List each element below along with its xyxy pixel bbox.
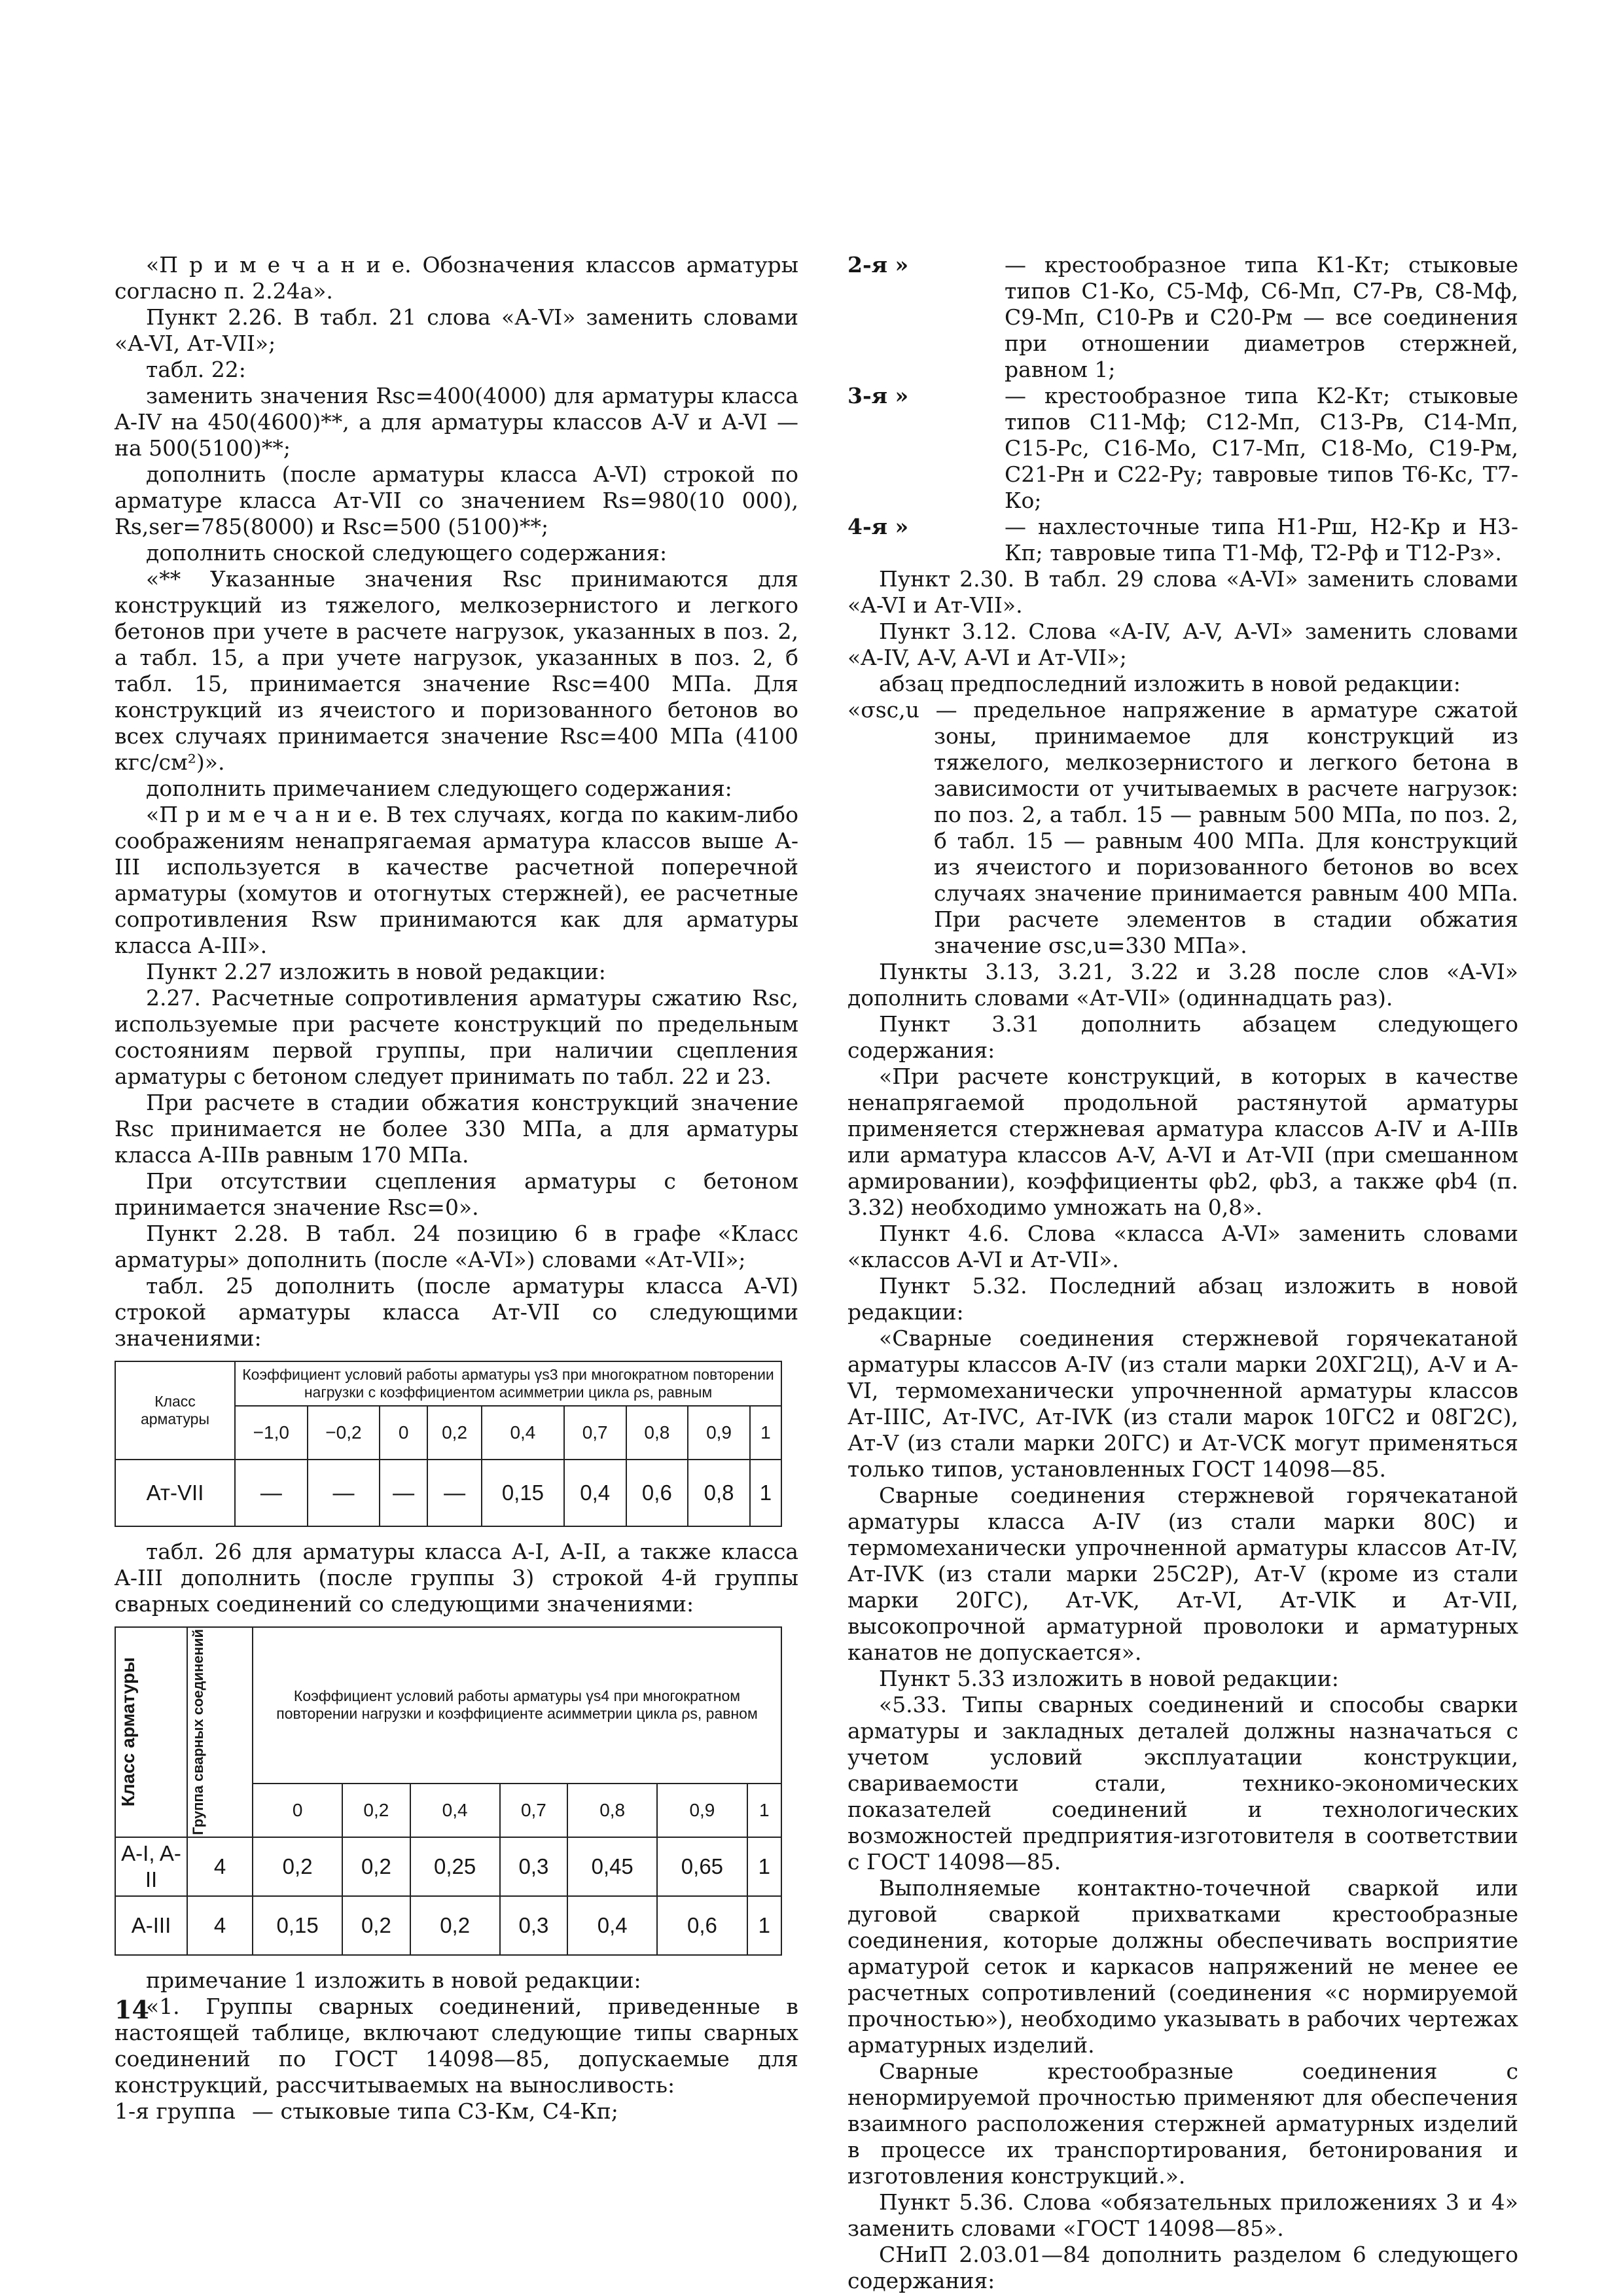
paragraph: заменить значения Rsc=400(4000) для арматуры класса A-IV на 450(4600)**, а для арматуры классов A-V и A-VI — на 500(5100)**; xyxy=(115,383,798,461)
column-header: 0,8 xyxy=(626,1406,688,1460)
paragraph: Пункты 3.13, 3.21, 3.22 и 3.28 после слов «A-VI» дополнить словами «Ат-VII» (одиннадцать раз). xyxy=(847,959,1518,1011)
table1-row xyxy=(115,1460,781,1526)
row-group: 4 xyxy=(187,1896,253,1955)
paragraph: Пункт 2.26. В табл. 21 слова «А-VI» заменить словами «A-VI, Ат-VII»; xyxy=(115,304,798,356)
table-cell: — xyxy=(427,1460,482,1526)
paragraph: Сварные крестообразные соединения с ненормируемой прочностью применяют для обеспечения взаимного расположения стержней арматурных изделий в процессе их транспортирования, бетонирования и изготовления конструкций.». xyxy=(847,2058,1518,2189)
table-cell: 0,15 xyxy=(482,1460,564,1526)
group-text: — крестообразное типа К2-Кт; стыковые типов С11-Мф; С12-Мп, С13-Рв, С14-Мп, С15-Рс, С16-Мо, С17-Мп, С18-Мо, С19-Рм, С21-Рн и С22-Ру; тавровые типов Т6-Кс, Т7-Ко; xyxy=(1005,383,1518,513)
table-cell: 0,65 xyxy=(657,1837,747,1896)
column-header: 0 xyxy=(253,1784,342,1837)
group-label: 2-я » xyxy=(847,252,909,278)
table-cell: 0,3 xyxy=(500,1837,567,1896)
group-text: — крестообразное типа К1-Кт; стыковые типов С1-Ко, С5-Мф, С6-Мп, С7-Рв, С8-Мф, С9-Мп, С10-Рв и С20-Рм — все соединения при отношении диаметров стержней, равном 1; xyxy=(1005,252,1518,382)
column-header: 0,7 xyxy=(500,1784,567,1837)
paragraph: примечание 1 изложить в новой редакции: xyxy=(146,1967,641,1993)
table-cell: 0,25 xyxy=(410,1837,500,1896)
class-header-label: Класс арматуры xyxy=(118,1657,138,1807)
paragraph: Пункт 2.27 изложить в новой редакции: xyxy=(146,959,606,984)
group-header-label: Группа сварных соединений xyxy=(190,1629,206,1835)
table-header-coefficient: Коэффициент условий работы арматуры γs4 при многократном повторении нагрузки и коэффициенте асимметрии цикла ρs, равном xyxy=(253,1627,781,1784)
paragraph: При расчете в стадии обжатия конструкций значение Rsc принимается не более 330 МПа, а для арматуры класса A-IIIв равным 170 МПа. xyxy=(115,1090,798,1168)
paragraph: табл. 22: xyxy=(146,357,246,382)
paragraph: дополнить сноской следующего содержания: xyxy=(146,540,668,565)
table-cell: — xyxy=(380,1460,427,1526)
paragraph: дополнить (после арматуры класса A-VI) строкой по арматуре класса Ат-VII со значением Rs=980(10 000), Rs,ser=785(8000) и Rsc=500 (5100)**; xyxy=(115,461,798,539)
table-cell: 0,4 xyxy=(567,1896,657,1955)
paragraph: Пункт 3.12. Слова «A-IV, A-V, A-VI» заменить словами «A-IV, A-V, A-VI и Ат-VII»; xyxy=(847,619,1518,670)
table-header-group xyxy=(187,1627,253,1837)
paragraph: «При расчете конструкций, в которых в качестве ненапрягаемой продольной растянутой арматуры применяется стержневая арматура классов A-IV и A-IIIв или арматура классов A-V, A-VI и Ат-VII (при смешанном армировании), коэффициенты φb2, φb3, а также φb4 (п. 3.32) необходимо умножать на 0,8». xyxy=(847,1064,1518,1220)
paragraph: «** Указанные значения Rsc принимаются для конструкций из тяжелого, мелкозернистого и легкого бетонов при учете в расчете нагрузок, указанных в поз. 2, а табл. 15, а при учете нагрузок, указанных в поз. 2, б табл. 15, принимается значение Rsc=400 МПа. Для конструкций из ячеистого и поризованного бетонов во всех случаях принимается значение Rsc=400 МПа (4100 кгс/см²)». xyxy=(115,566,798,775)
column-header: 0,9 xyxy=(657,1784,747,1837)
table-cell: 0,2 xyxy=(410,1896,500,1955)
paragraph: табл. 25 дополнить (после арматуры класса A-VI) строкой арматуры класса Ат-VII со следующими значениями: xyxy=(115,1273,798,1351)
paragraph: Пункт 3.31 дополнить абзацем следующего содержания: xyxy=(847,1011,1518,1063)
column-header: 1 xyxy=(750,1406,781,1460)
paragraph: Пункт 5.32. Последний абзац изложить в новой редакции: xyxy=(847,1273,1518,1325)
paragraph: Пункт 2.28. В табл. 24 позицию 6 в графе «Класс арматуры» дополнить (после «A-VI») словами «Ат-VII»; xyxy=(115,1221,798,1272)
table-cell: 0,8 xyxy=(688,1460,750,1526)
column-header: −1,0 xyxy=(235,1406,308,1460)
row-class: A-I, A-II xyxy=(115,1837,187,1896)
paragraph: «5.33. Типы сварных соединений и способы сварки арматуры и закладных деталей должны назначаться с учетом условий эксплуатации конструкции, свариваемости стали, технико-экономических показателей соединений и технологических возможностей предприятия-изготовителя в соответствии с ГОСТ 14098—85. xyxy=(847,1692,1518,1874)
paragraph: «1. Группы сварных соединений, приведенные в настоящей таблице, включают следующие типы сварных соединений по ГОСТ 14098—85, допускаемые для конструкций, рассчитываемых на выносливость: xyxy=(115,1993,798,2098)
paragraph: дополнить примечанием следующего содержания: xyxy=(146,776,732,801)
column-header: 0,8 xyxy=(567,1784,657,1837)
group-label: 4-я » xyxy=(847,514,909,539)
column-header: 0,7 xyxy=(564,1406,626,1460)
group-label: 3-я » xyxy=(847,383,909,408)
paragraph: Пункт 2.30. В табл. 29 слова «A-VI» заменить словами «A-VI и Ат-VII». xyxy=(847,566,1518,618)
table-cell: 1 xyxy=(747,1896,781,1955)
paragraph: Выполняемые контактно-точечной сваркой или дуговой сваркой прихватками крестообразные соединения, которые должны обеспечивать восприятие арматурой сеток и каркасов напряжений не менее ее расчетных сопротивлений (соединения «с нормируемой прочностью»), необходимо указывать в рабочих чертежах арматурных изделий. xyxy=(847,1875,1518,2058)
table-cell: 0,6 xyxy=(657,1896,747,1955)
table-row xyxy=(115,1896,781,1955)
paragraph: «П р и м е ч а н и е. Обозначения классов арматуры согласно п. 2.24а». xyxy=(115,252,798,304)
paragraph: «σsc,u — предельное напряжение в арматуре сжатой зоны, принимаемое для конструкций из тяжелого, мелкозернистого и легкого бетона в зависимости от учитываемых в расчете нагрузок: по поз. 2, а табл. 15 — равным 500 МПа, по поз. 2, б табл. 15 — равным 400 МПа. Для конструкций из ячеистого и поризованного бетонов во всех случаях значение принимается равным 400 МПа. При расчете элементов в стадии обжатия значение σsc,u=330 МПа». xyxy=(847,697,1518,958)
column-header: 0,4 xyxy=(410,1784,500,1837)
row-class: A-III xyxy=(115,1896,187,1955)
row-class: Ат-VII xyxy=(115,1460,235,1526)
paragraph: При отсутствии сцепления арматуры с бетоном принимается значение Rsc=0». xyxy=(115,1168,798,1220)
paragraph: Пункт 4.6. Слова «класса A-VI» заменить словами «классов A-VI и Ат-VII». xyxy=(847,1221,1518,1272)
table-row xyxy=(115,1837,781,1896)
row-group: 4 xyxy=(187,1837,253,1896)
column-header: 0,9 xyxy=(688,1406,750,1460)
column-header: 1 xyxy=(747,1784,781,1837)
table-cell: 0,15 xyxy=(253,1896,342,1955)
paragraph: «Сварные соединения стержневой горячекатаной арматуры классов A-IV (из стали марки 20ХГ2Ц), A-V и A-VI, термомеханически упрочненной арматуры классов Ат-IIIС, Ат-IVС, Ат-IVК (из стали марок 10ГС2 и 08Г2С), Ат-V (из стали марки 20ГС) и Ат-VСК могут применяться только типов, установленных ГОСТ 14098—85. xyxy=(847,1325,1518,1482)
table-cell: — xyxy=(235,1460,308,1526)
group-text: — нахлесточные типа Н1-Рш, Н2-Кр и Н3-Кп; тавровые типа Т1-Мф, Т2-Рф и Т12-Рз». xyxy=(1005,514,1518,565)
table-cell: 0,2 xyxy=(253,1837,342,1896)
weld-group-1 xyxy=(115,2098,798,2125)
weld-group-3 xyxy=(847,383,1518,514)
group-label: 1-я группа xyxy=(115,2098,236,2124)
group-text: — стыковые типа С3-Км, С4-Кп; xyxy=(252,2098,618,2124)
table-header-coefficient: Коэффициент условий работы арматуры γs3 при многократном повторении нагрузки с коэффициентом асимметрии цикла ρs, равным xyxy=(235,1361,781,1406)
column-header: 0 xyxy=(380,1406,427,1460)
column-header: 0,2 xyxy=(342,1784,410,1837)
paragraph: «П р и м е ч а н и е. В тех случаях, когда по каким-либо соображениям ненапрягаемая арматура классов выше А-III используется в качестве расчетной поперечной арматуры (хомутов и отогнутых стержней), ее расчетные сопротивления Rsw принимаются как для арматуры класса A-III». xyxy=(115,802,798,958)
table-cell: 0,2 xyxy=(342,1837,410,1896)
paragraph: СНиП 2.03.01—84 дополнить разделом 6 следующего содержания: xyxy=(847,2242,1518,2293)
table-cell: 0,3 xyxy=(500,1896,567,1955)
right-column xyxy=(847,252,1518,2294)
paragraph: абзац предпоследний изложить в новой редакции: xyxy=(879,671,1461,696)
table-cell: — xyxy=(308,1460,380,1526)
table-cell: 0,45 xyxy=(567,1837,657,1896)
table-26-row xyxy=(115,1626,782,1956)
paragraph: Пункт 5.36. Слова «обязательных приложениях 3 и 4» заменить словами «ГОСТ 14098—85». xyxy=(847,2189,1518,2241)
column-header: 0,2 xyxy=(427,1406,482,1460)
paragraph: 2.27. Расчетные сопротивления арматуры сжатию Rsc, используемые при расчете конструкций по предельным состояниям первой группы, при наличии сцепления арматуры с бетоном следует принимать по табл. 22 и 23. xyxy=(115,985,798,1089)
table-header-class xyxy=(115,1627,187,1837)
table-cell: 1 xyxy=(747,1837,781,1896)
column-header: 0,4 xyxy=(482,1406,564,1460)
table-cell: 0,2 xyxy=(342,1896,410,1955)
table-cell: 0,6 xyxy=(626,1460,688,1526)
paragraph: Пункт 5.33 изложить в новой редакции: xyxy=(879,1666,1339,1691)
page-number: 14 xyxy=(115,1995,149,2024)
column-header: −0,2 xyxy=(308,1406,380,1460)
left-column xyxy=(115,252,798,2125)
paragraph: Сварные соединения стержневой горячекатаной арматуры класса A-IV (из стали марки 80С) и термомеханически упрочненной арматуры классов Ат-IV, Ат-IVK (из стали марки 25С2Р), Ат-V (кроме из стали марки 20ГС), Ат-VK, Ат-VI, Ат-VIK и Ат-VII, высокопрочной арматурной проволоки и арматурных канатов не допускается». xyxy=(847,1482,1518,1665)
table-cell: 0,4 xyxy=(564,1460,626,1526)
weld-group-2 xyxy=(847,252,1518,383)
table-25-row xyxy=(115,1361,782,1527)
table-header-class: Класс арматуры xyxy=(115,1361,235,1460)
weld-group-4 xyxy=(847,514,1518,566)
paragraph: табл. 26 для арматуры класса A-I, A-II, а также класса A-III дополнить (после группы 3) строкой 4-й группы сварных соединений со следующими значениями: xyxy=(115,1539,798,1617)
table-cell: 1 xyxy=(750,1460,781,1526)
